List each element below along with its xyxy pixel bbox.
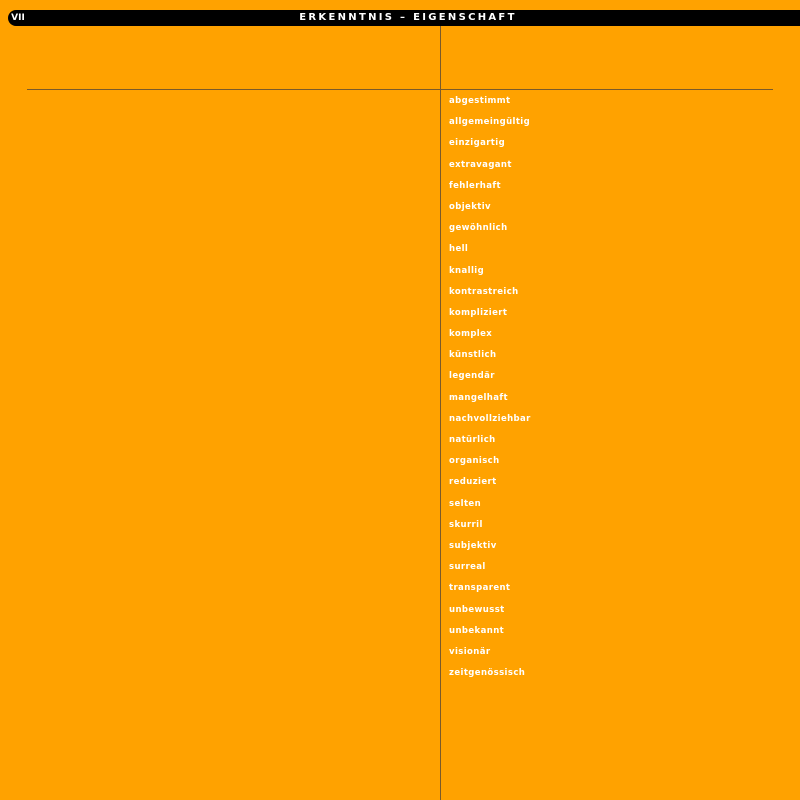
list-item: nachvollziehbar [449,413,531,424]
horizontal-divider [27,89,773,90]
list-item: subjektiv [449,540,497,551]
list-item: kontrastreich [449,286,519,297]
header-bar [8,10,800,26]
list-item: transparent [449,583,511,594]
list-item: selten [449,498,482,509]
list-item: komplex [449,329,493,340]
list-item: organisch [449,456,500,467]
page-title: ERKENNTNIS – EIGENSCHAFT [299,12,517,23]
chapter-number: VII [11,13,25,23]
list-item: extravagant [449,159,512,170]
list-item: legendär [449,371,495,382]
list-item: zeitgenössisch [449,668,526,679]
list-item: natürlich [449,435,496,445]
list-item: surreal [449,562,486,573]
list-item: kompliziert [449,307,508,318]
list-item: abgestimmt [449,96,511,106]
word-list [449,95,531,688]
list-item: knallig [449,265,485,276]
list-item: einzigartig [449,138,506,149]
list-item: mangelhaft [449,392,508,403]
list-item: reduziert [449,477,497,488]
list-item: allgemeingültig [449,117,531,128]
list-item: gewöhnlich [449,223,508,234]
list-item: objektiv [449,201,491,212]
list-item: unbekannt [449,625,505,636]
list-item: hell [449,244,469,255]
vertical-divider [440,26,441,800]
list-item: fehlerhaft [449,180,501,191]
list-item: unbewusst [449,604,505,615]
list-item: künstlich [449,350,497,361]
list-item: visionär [449,646,491,657]
list-item: skurril [449,519,483,530]
